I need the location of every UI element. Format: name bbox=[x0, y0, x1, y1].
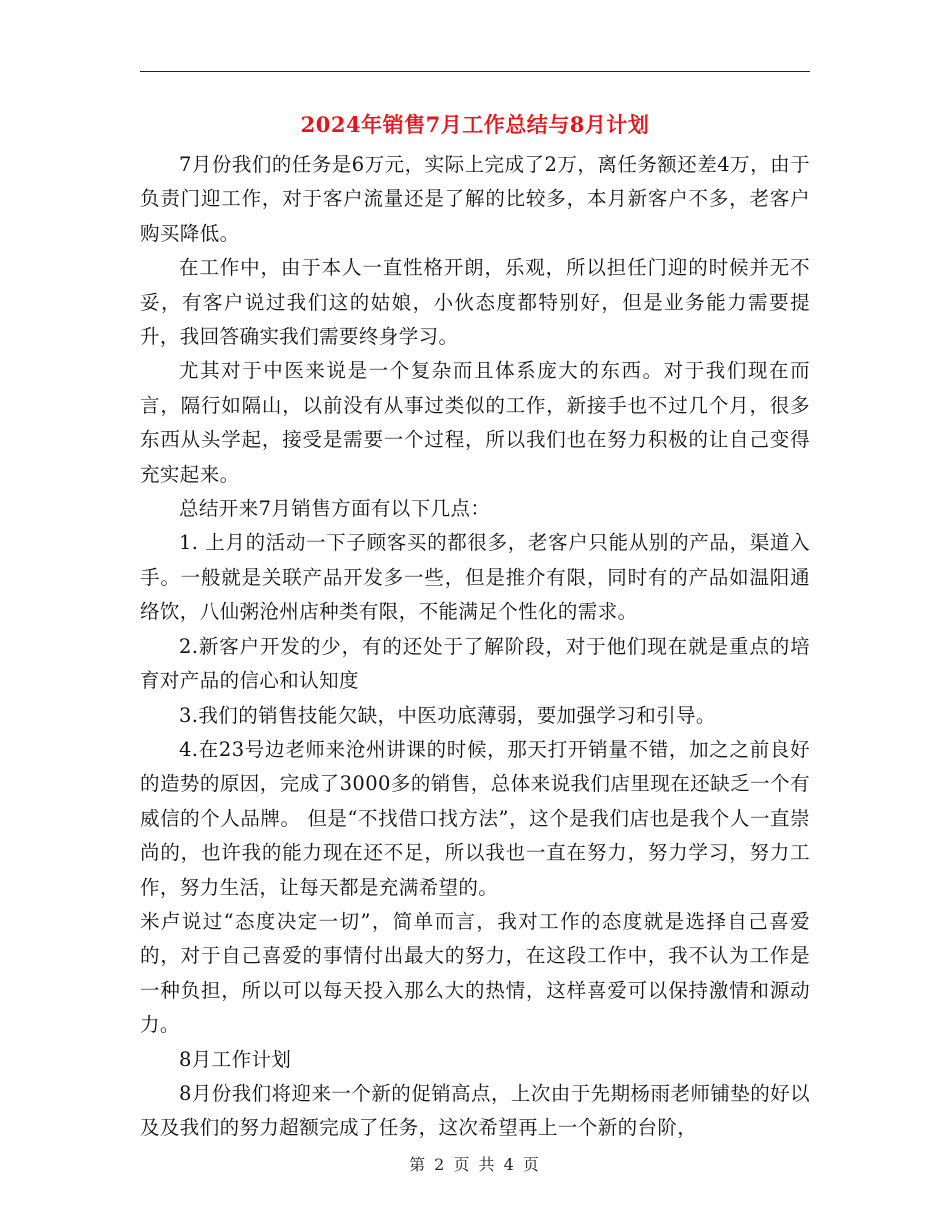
paragraph-4: 总结开来7月销售方面有以下几点： bbox=[179, 497, 491, 521]
document-body bbox=[140, 148, 810, 1146]
header-rule bbox=[140, 71, 810, 72]
paragraph-6: 2.新客户开发的少，有的还处于了解阶段，对于他们现在就是重点的培育对产品的信心和认知度 bbox=[140, 634, 810, 693]
paragraph-10: 8月工作计划 bbox=[179, 1047, 292, 1071]
paragraph-8: 4.在23号边老师来沧州讲课的时候，那天打开销量不错，加之之前良好的造势的原因，完成了3000多的销售，总体来说我们店里现在还缺乏一个有威信的个人品牌。 但是“不找借口找方法”，这个是我们店也是我个人一直崇尚的，也许我的能力现在还不足，所以我也一直在努力，努力学习，努力工作，努力生活，让每天都是充满希望的。 bbox=[140, 737, 810, 899]
document-title: 2024年销售7月工作总结与8月计划 bbox=[300, 112, 650, 137]
paragraph-5: 1. 上月的活动一下子顾客买的都很多，老客户只能从别的产品，渠道入手。一般就是关联产品开发多一些，但是推介有限，同时有的产品如温阳通络饮，八仙粥沧州店种类有限，不能满足个性化的需求。 bbox=[140, 531, 810, 624]
paragraph-1: 7月份我们的任务是6万元，实际上完成了2万，离任务额还差4万，由于负责门迎工作，对于客户流量还是了解的比较多，本月新客户不多，老客户购买降低。 bbox=[140, 153, 810, 245]
paragraph-2: 在工作中，由于本人一直性格开朗，乐观，所以担任门迎的时候并无不妥，有客户说过我们这的姑娘，小伙态度都特别好，但是业务能力需要提升，我回答确实我们需要终身学习。 bbox=[140, 256, 810, 349]
paragraph-9: 米卢说过“态度决定一切”，简单而言，我对工作的态度就是选择自己喜爱的，对于自己喜爱的事情付出最大的努力，在这段工作中，我不认为工作是一种负担，所以可以每天投入那么大的热情，这样喜爱可以保持激情和源动力。 bbox=[140, 909, 810, 1037]
paragraph-3: 尤其对于中医来说是一个复杂而且体系庞大的东西。对于我们现在而言，隔行如隔山，以前没有从事过类似的工作，新接手也不过几个月，很多东西从头学起，接受是需要一个过程，所以我们也在努力积极的让自己变得充实起来。 bbox=[140, 359, 810, 486]
paragraph-11: 8月份我们将迎来一个新的促销高点，上次由于先期杨雨老师铺垫的好以及及我们的努力超额完成了任务，这次希望再上一个新的台阶， bbox=[140, 1081, 810, 1140]
page-footer: 第 2 页 共 4 页 bbox=[409, 1155, 541, 1174]
paragraph-7: 3.我们的销售技能欠缺，中医功底薄弱，要加强学习和引导。 bbox=[179, 703, 716, 727]
